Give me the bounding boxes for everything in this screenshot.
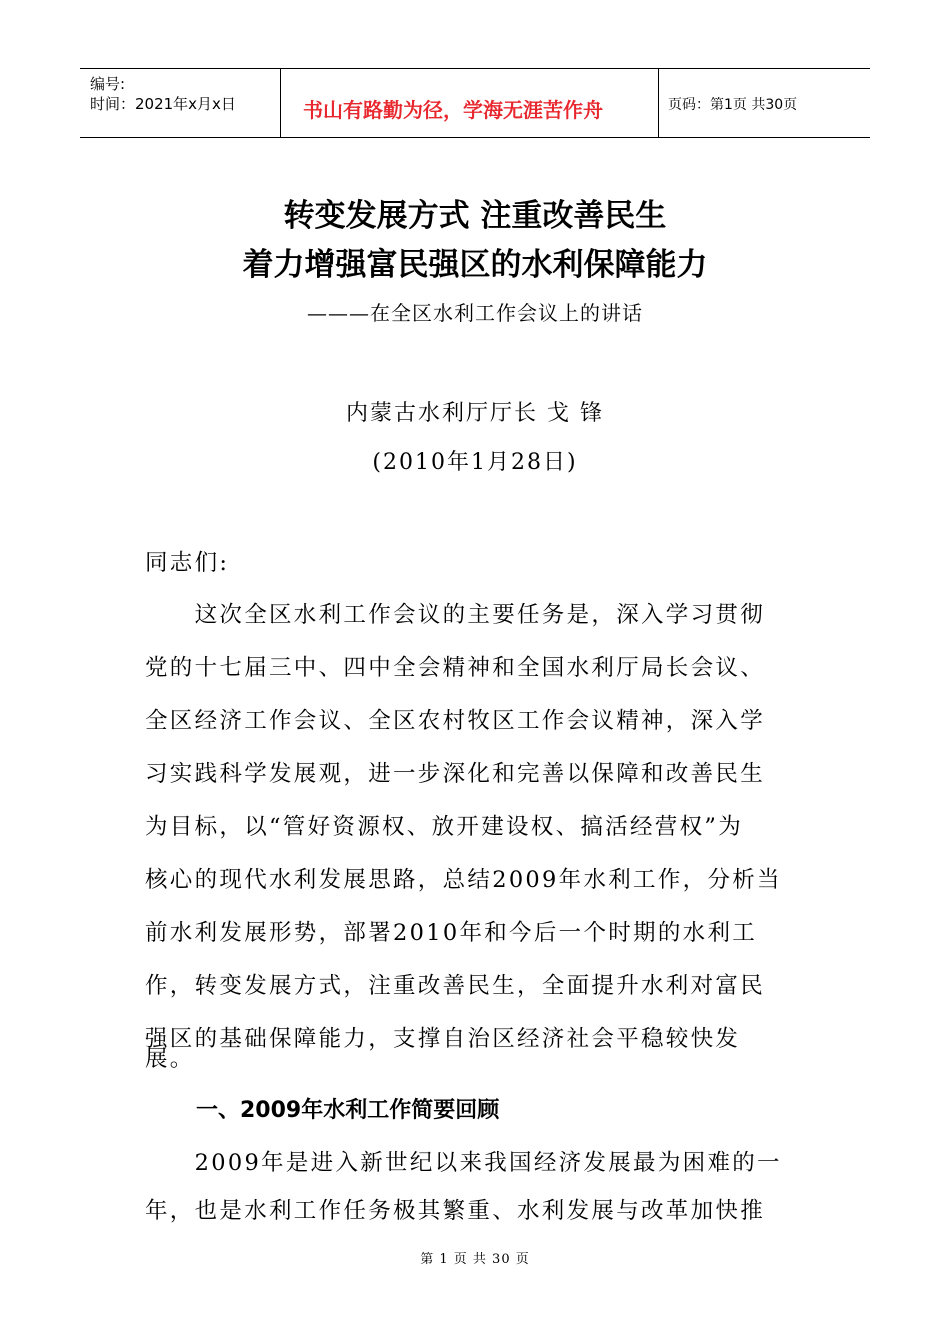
- paragraph-line: 前水利发展形势，部署2010年和今后一个时期的水利工: [145, 920, 758, 946]
- salutation: 同志们:: [145, 550, 230, 576]
- header-meta-cell: [80, 69, 281, 137]
- paragraph-line: 作，转变发展方式，注重改善民生，全面提升水利对富民: [145, 973, 766, 999]
- title-line-2: 着力增强富民强区的水利保障能力: [242, 247, 708, 283]
- paragraph-line: 展。: [145, 1046, 195, 1072]
- paragraph-line: 习实践科学发展观，进一步深化和完善以保障和改善民生: [145, 761, 766, 787]
- paragraph-line: 全区经济工作会议、全区农村牧区工作会议精神，深入学: [145, 708, 766, 734]
- number-label: 编号:: [90, 75, 126, 93]
- motto-text: 书山有路勤为径，学海无涯苦作舟: [303, 98, 603, 122]
- author: 内蒙古水利厅厅长 戈 锋: [346, 401, 604, 426]
- paragraph-line: 年，也是水利工作任务极其繁重、水利发展与改革加快推: [145, 1198, 766, 1224]
- page-code: 页码：第1页 共30页: [668, 97, 798, 113]
- time-label: 时间：2021年x月x日: [90, 95, 236, 113]
- paragraph-line: 强区的基础保障能力，支撑自治区经济社会平稳较快发: [145, 1026, 741, 1052]
- paragraph-line: 这次全区水利工作会议的主要任务是，深入学习贯彻: [145, 602, 766, 628]
- header-page-cell: [659, 69, 870, 137]
- paragraph-line: 2009年是进入新世纪以来我国经济发展最为困难的一: [145, 1150, 782, 1176]
- subtitle: ———在全区水利工作会议上的讲话: [307, 301, 643, 325]
- speech-date: (2010年1月28日): [372, 450, 578, 475]
- title-line-1: 转变发展方式 注重改善民生: [283, 198, 667, 234]
- document-header-table: [80, 68, 870, 138]
- paragraph-line: 核心的现代水利发展思路，总结2009年水利工作，分析当: [145, 867, 782, 893]
- section-heading: 一、2009年水利工作简要回顾: [196, 1098, 500, 1123]
- header-motto-cell: [281, 69, 659, 137]
- page-footer: 第 1 页 共 30 页: [420, 1252, 530, 1267]
- paragraph-line: 党的十七届三中、四中全会精神和全国水利厅局长会议、: [145, 655, 766, 681]
- paragraph-line: 为目标，以“管好资源权、放开建设权、搞活经营权”为: [145, 814, 744, 840]
